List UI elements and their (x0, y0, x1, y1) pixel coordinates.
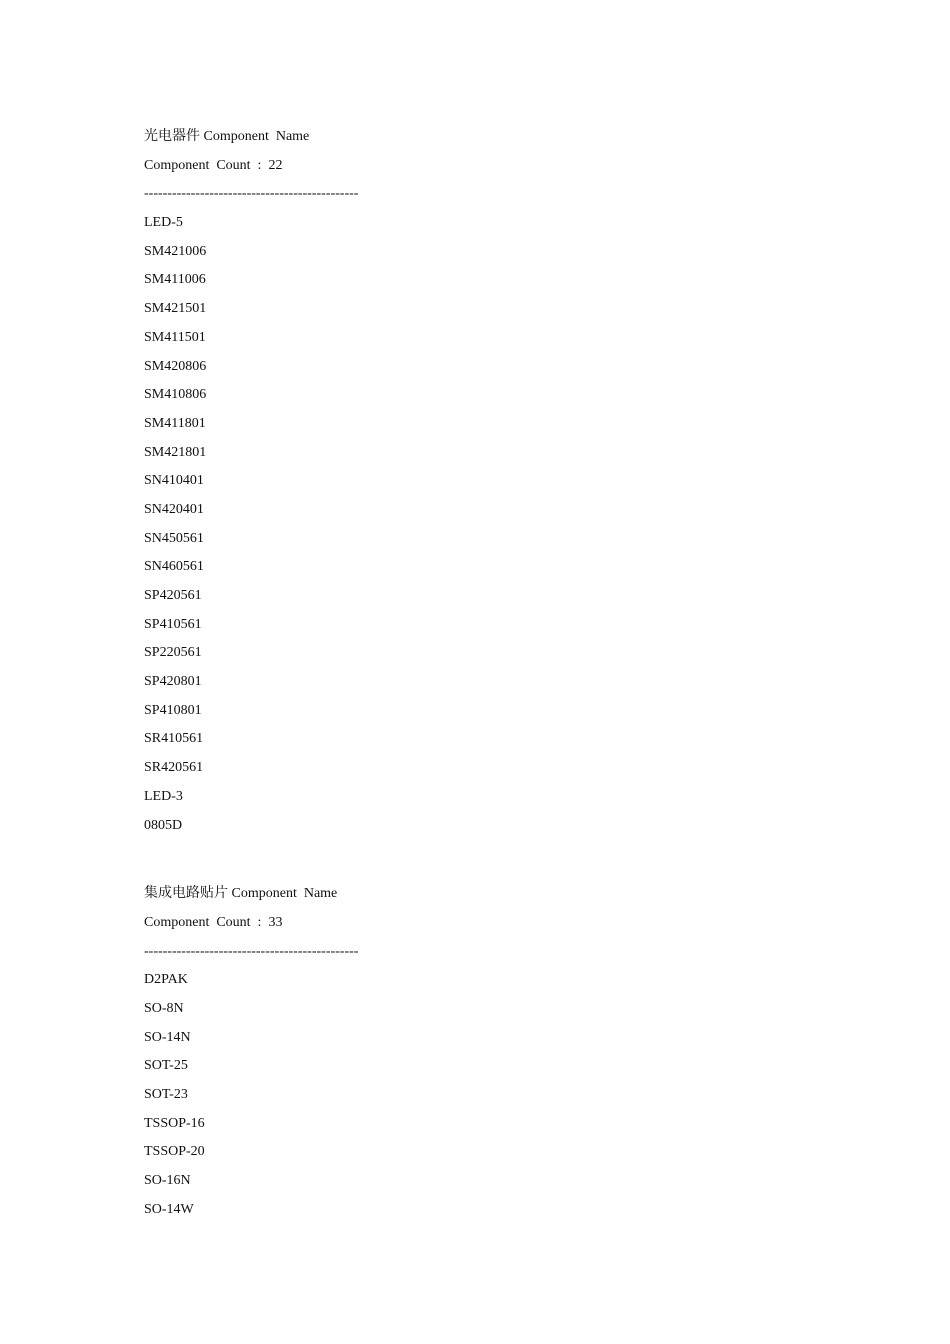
list-item: SM411501 (144, 329, 206, 345)
section-header: 集成电路贴片 Component Name (144, 886, 338, 902)
list-item: LED-3 (144, 788, 183, 804)
list-item: SR420561 (144, 760, 204, 776)
separator-line: ---------------------------------------------- (144, 186, 359, 202)
list-item: SP410801 (144, 702, 202, 718)
list-item: SP420561 (144, 588, 202, 603)
list-item: SM410806 (144, 387, 207, 403)
section-ic-smd (144, 885, 844, 1229)
list-item: SP420801 (144, 674, 202, 690)
list-item: D2PAK (144, 972, 188, 988)
section-header: 光电器件 Component Name (144, 129, 310, 144)
list-item: SN460561 (144, 559, 204, 575)
list-item: SM420806 (144, 358, 207, 374)
list-item: SO-14W (144, 1201, 194, 1217)
list-item: SN420401 (144, 501, 204, 517)
list-item: SM421801 (144, 444, 207, 460)
list-item: SM411801 (144, 415, 206, 431)
component-count: Component Count : 33 (144, 914, 283, 930)
list-item: SOT-23 (144, 1087, 188, 1102)
list-item: LED-5 (144, 215, 183, 231)
list-item: SO-14N (144, 1029, 191, 1045)
list-item: SM411006 (144, 272, 206, 288)
list-item: SM421501 (144, 301, 207, 317)
list-item: SO-8N (144, 1000, 184, 1016)
list-item: 0805D (144, 817, 183, 833)
list-item: SN410401 (144, 473, 204, 489)
list-item: SP410561 (144, 616, 202, 632)
list-item: TSSOP-16 (144, 1115, 205, 1131)
list-item: SOT-25 (144, 1058, 188, 1074)
list-item: SO-16N (144, 1173, 191, 1189)
list-item: SM421006 (144, 243, 207, 259)
list-item: SP220561 (144, 645, 202, 661)
list-item: SR410561 (144, 731, 204, 747)
list-item: SN450561 (144, 530, 204, 546)
section-spacer (144, 845, 844, 885)
component-count: Component Count : 22 (144, 157, 283, 173)
section-optoelectronics (144, 128, 844, 845)
list-item: TSSOP-20 (144, 1144, 205, 1160)
separator-line: ---------------------------------------------- (144, 943, 359, 959)
document-page (144, 128, 844, 1229)
